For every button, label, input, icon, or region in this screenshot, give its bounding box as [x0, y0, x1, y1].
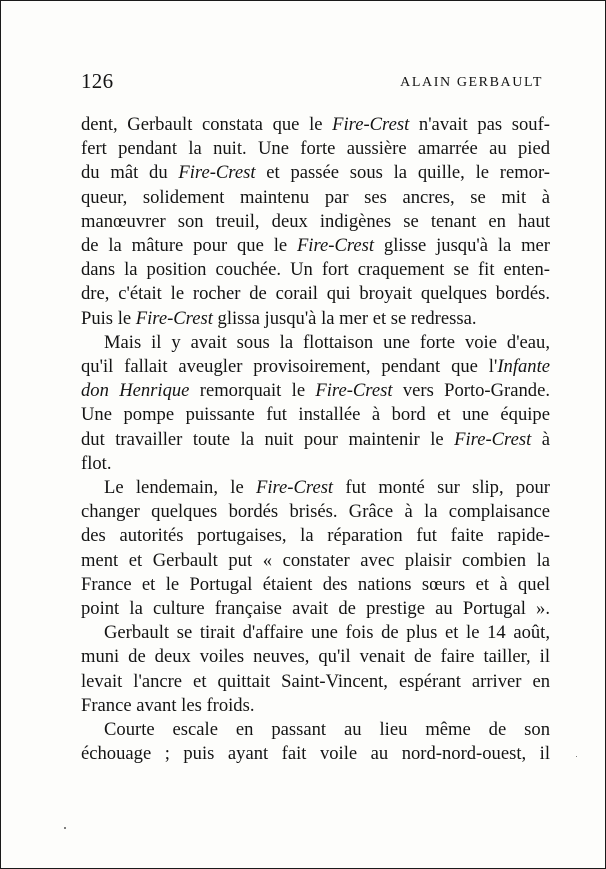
text-line: don Henrique remorquait le Fire-Crest vers Porto-Grande. — [81, 380, 550, 402]
scan-speck — [576, 756, 577, 757]
page-number: 126 — [81, 69, 114, 93]
paragraph-5-first-line: Courte escale en passant au lieu même de son — [104, 719, 550, 741]
text-line: des autorités portugaises, la réparation fut faite rapide- — [81, 525, 550, 547]
text-line: dent, Gerbault constata que le Fire-Crest n'avait pas souf- — [81, 114, 550, 135]
text-line: manœuvrer son treuil, deux indigènes se tenant en haut — [81, 210, 550, 232]
text-line: qu'il fallait aveugler provisoirement, pendant que l'Infante — [81, 356, 550, 378]
scan-speck — [64, 827, 66, 829]
running-head: ALAIN GERBAULT — [400, 75, 543, 90]
text-line: Puis le Fire-Crest glissa jusqu'à la mer et se redressa. — [81, 307, 477, 329]
text-line: changer quelques bordés brisés. Grâce à la complaisance — [81, 501, 550, 523]
paragraph-1 — [81, 113, 550, 137]
text-line: dut travailler toute la nuit pour maintenir le Fire-Crest à — [81, 428, 551, 450]
text-line: Une pompe puissante fut installée à bord et une équipe — [81, 404, 550, 426]
paragraph-2-first-line: Mais il y avait sous la flottaison une forte voie d'eau, — [104, 331, 550, 353]
text-line: de la mâture pour que le Fire-Crest glisse jusqu'à la mer — [81, 235, 550, 257]
text-line: échouage ; puis ayant fait voile au nord-nord-ouest, il — [81, 743, 550, 765]
text-line: point la culture française avait de prestige au Portugal ». — [81, 598, 550, 620]
text-line: dre, c'était le rocher de corail qui broyait quelques bordés. — [81, 283, 550, 305]
body-text — [81, 113, 550, 766]
text-line: fert pendant la nuit. Une forte aussière amarrée au pied — [81, 138, 550, 160]
text-line: dans la position couchée. Un fort craquement se fit enten- — [81, 259, 550, 281]
text-line: France et le Portugal étaient des nations sœurs et à quel — [81, 573, 550, 595]
text-line: levait l'ancre et quittait Saint-Vincent, espérant arriver en — [81, 670, 550, 692]
text-line: muni de deux voiles neuves, qu'il venait de faire tailler, il — [81, 646, 550, 668]
text-line: France avant les froids. — [81, 694, 255, 716]
paragraph-3-first-line: Le lendemain, le Fire-Crest fut monté sur slip, pour — [104, 477, 550, 499]
paragraph-4-first-line: Gerbault se tirait d'affaire une fois de plus et le 14 août, — [104, 622, 550, 644]
page-header — [81, 66, 543, 96]
text-line: flot. — [81, 452, 112, 474]
text-line: queur, solidement maintenu par ses ancres, se mit à — [81, 186, 550, 208]
text-line: ment et Gerbault put « constater avec plaisir combien la — [81, 549, 550, 571]
text-line: du mât du Fire-Crest et passée sous la quille, le remor- — [81, 162, 550, 184]
